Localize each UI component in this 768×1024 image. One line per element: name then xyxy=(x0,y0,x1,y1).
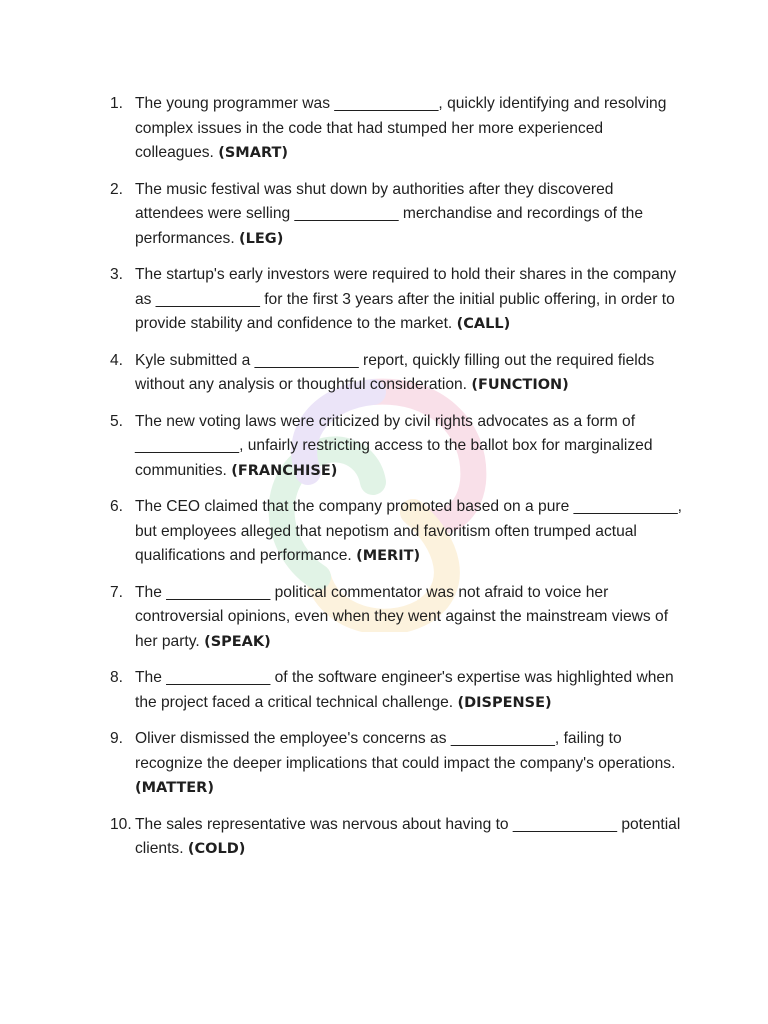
item-hint: (SMART) xyxy=(218,145,288,161)
list-item xyxy=(110,666,685,715)
item-hint: (MATTER) xyxy=(135,780,214,796)
list-item xyxy=(110,178,685,252)
item-number: 8. xyxy=(110,669,124,686)
item-text: Oliver dismissed the employee's concerns as ____________, failing to recognize the deeper implications that could impact the company's operations. xyxy=(135,730,676,772)
list-item xyxy=(110,727,685,801)
item-text: The young programmer was ____________, quickly identifying and resolving complex issues in the code that had stumped her more experienced colleagues. xyxy=(135,95,667,161)
item-hint: (FRANCHISE) xyxy=(231,462,338,479)
item-number: 7. xyxy=(110,583,124,601)
item-text: Kyle submitted a ____________ report, quickly filling out the required fields without any analysis or thoughtful consideration. xyxy=(135,351,655,393)
list-item xyxy=(110,263,685,337)
item-text: The new voting laws were criticized by civil rights advocates as a form of ____________, unfairly restricting access to the ballot box for marginalized communities. xyxy=(135,412,653,479)
list-item xyxy=(110,813,685,862)
item-text: The ____________ of the software engineer's expertise was highlighted when the project faced a critical technical challenge. xyxy=(135,669,674,711)
item-number: 6. xyxy=(110,498,124,515)
item-text: The CEO claimed that the company promoted based on a pure ____________, but employees alleged that nepotism and favoritism often trumped actual qualifications and performance. xyxy=(135,498,683,564)
item-text: The ____________ political commentator was not afraid to voice her controversial opinions, even when they went against the mainstream views of her party. xyxy=(135,583,669,650)
item-hint: (COLD) xyxy=(187,841,246,857)
item-number: 9. xyxy=(110,730,124,747)
item-text: The startup's early investors were required to hold their shares in the company as ____________ for the first 3 years after the initial public offering, in order to provide stability and confidence to the market. xyxy=(135,266,677,332)
item-hint: (SPEAK) xyxy=(204,633,271,650)
item-number: 4. xyxy=(110,351,124,369)
item-text: The sales representative was nervous about having to ____________ potential clients. xyxy=(135,815,681,857)
item-hint: (LEG) xyxy=(239,230,284,247)
question-list xyxy=(110,92,685,874)
item-number: 5. xyxy=(110,412,124,430)
item-number: 1. xyxy=(110,95,124,112)
list-item xyxy=(110,410,685,484)
item-number: 3. xyxy=(110,266,124,283)
item-hint: (MERIT) xyxy=(356,548,421,564)
list-item xyxy=(110,349,685,398)
item-hint: (FUNCTION) xyxy=(471,377,569,393)
item-text: The music festival was shut down by authorities after they discovered attendees were selling ____________ merchandise and recordings of the performances. xyxy=(135,180,644,247)
item-number: 2. xyxy=(110,180,124,198)
list-item xyxy=(110,581,685,655)
item-number: 10. xyxy=(110,815,132,833)
item-hint: (DISPENSE) xyxy=(457,694,552,711)
list-item xyxy=(110,495,685,569)
list-item xyxy=(110,92,685,166)
item-hint: (CALL) xyxy=(456,316,511,332)
